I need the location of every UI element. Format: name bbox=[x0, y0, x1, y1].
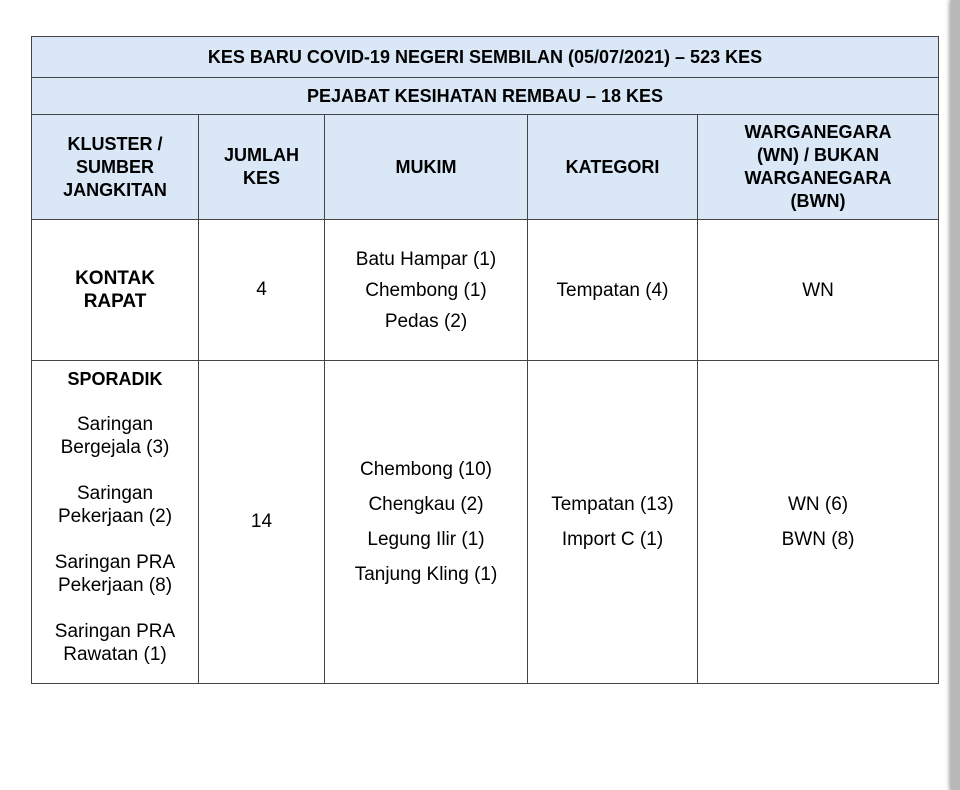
warganegara-item: WN bbox=[802, 279, 834, 301]
kluster-subitem bbox=[32, 551, 198, 597]
warganegara-item: BWN (8) bbox=[781, 529, 855, 550]
mukim-item: Legung Ilir (1) bbox=[367, 529, 485, 550]
jumlah-cell: 4 bbox=[199, 220, 325, 361]
kluster-cell bbox=[32, 220, 199, 361]
header-kluster-line: SUMBER bbox=[75, 156, 154, 177]
mukim-item: Chembong (10) bbox=[359, 459, 493, 480]
header-warganegara-line: (BWN) bbox=[790, 191, 846, 211]
warganegara-item: WN (6) bbox=[787, 494, 849, 515]
kluster-subitem-line: Saringan bbox=[76, 414, 154, 435]
kategori-item: Tempatan (13) bbox=[551, 494, 674, 515]
warganegara-cell bbox=[698, 220, 939, 361]
mukim-item: Batu Hampar (1) bbox=[355, 248, 497, 270]
jumlah-cell: 14 bbox=[199, 361, 325, 684]
title-row bbox=[32, 37, 939, 78]
kluster-head: SPORADIK bbox=[67, 369, 163, 389]
mukim-item: Chembong (1) bbox=[365, 279, 487, 301]
table-row bbox=[32, 220, 939, 361]
header-warganegara-line: (WN) / BUKAN bbox=[757, 145, 879, 165]
mukim-cell bbox=[325, 361, 528, 684]
report-title: KES BARU COVID-19 NEGERI SEMBILAN (05/07/2021) – 523 KES bbox=[32, 37, 939, 78]
page-edge-shadow bbox=[951, 0, 960, 790]
covid-case-table bbox=[31, 36, 939, 684]
kategori-item: Tempatan (4) bbox=[556, 279, 669, 301]
kluster-subitem bbox=[32, 482, 198, 528]
kluster-subitem-line: Saringan PRA bbox=[54, 621, 176, 642]
header-warganegara-line: WARGANEGARA bbox=[744, 168, 892, 188]
header-jumlah-line: KES bbox=[242, 168, 280, 188]
kluster-subitem-line: Saringan bbox=[76, 483, 154, 504]
header-jumlah-line: JUMLAH bbox=[224, 145, 299, 165]
header-kluster-line: JANGKITAN bbox=[63, 179, 167, 200]
kluster-subitem-line: Saringan PRA bbox=[54, 552, 176, 573]
kategori-item: Import C (1) bbox=[561, 529, 664, 550]
kategori-cell bbox=[528, 361, 698, 684]
header-warganegara bbox=[698, 115, 939, 220]
mukim-cell bbox=[325, 220, 528, 361]
header-kluster-line: KLUSTER / bbox=[67, 133, 163, 154]
header-warganegara-line: WARGANEGARA bbox=[744, 122, 892, 142]
kluster-subitem bbox=[32, 413, 198, 459]
kluster-subitem-line: Rawatan (1) bbox=[63, 644, 167, 665]
kluster-subitem-line: Pekerjaan (8) bbox=[57, 575, 173, 596]
kluster-cell bbox=[32, 361, 199, 684]
header-mukim: MUKIM bbox=[325, 115, 528, 220]
mukim-item: Chengkau (2) bbox=[368, 494, 484, 515]
kluster-line: RAPAT bbox=[83, 291, 147, 312]
kategori-cell bbox=[528, 220, 698, 361]
kluster-subitem bbox=[32, 620, 198, 666]
warganegara-cell bbox=[698, 361, 939, 684]
office-title: PEJABAT KESIHATAN REMBAU – 18 KES bbox=[32, 78, 939, 115]
table-row bbox=[32, 361, 939, 684]
mukim-item: Tanjung Kling (1) bbox=[354, 564, 498, 585]
header-jumlah bbox=[199, 115, 325, 220]
office-row bbox=[32, 78, 939, 115]
kluster-line: KONTAK bbox=[75, 268, 155, 289]
mukim-item: Pedas (2) bbox=[384, 310, 468, 332]
kluster-subitem-line: Pekerjaan (2) bbox=[57, 506, 173, 527]
kluster-subitem-line: Bergejala (3) bbox=[60, 437, 170, 458]
header-kategori: KATEGORI bbox=[528, 115, 698, 220]
header-kluster bbox=[32, 115, 199, 220]
header-row bbox=[32, 115, 939, 220]
